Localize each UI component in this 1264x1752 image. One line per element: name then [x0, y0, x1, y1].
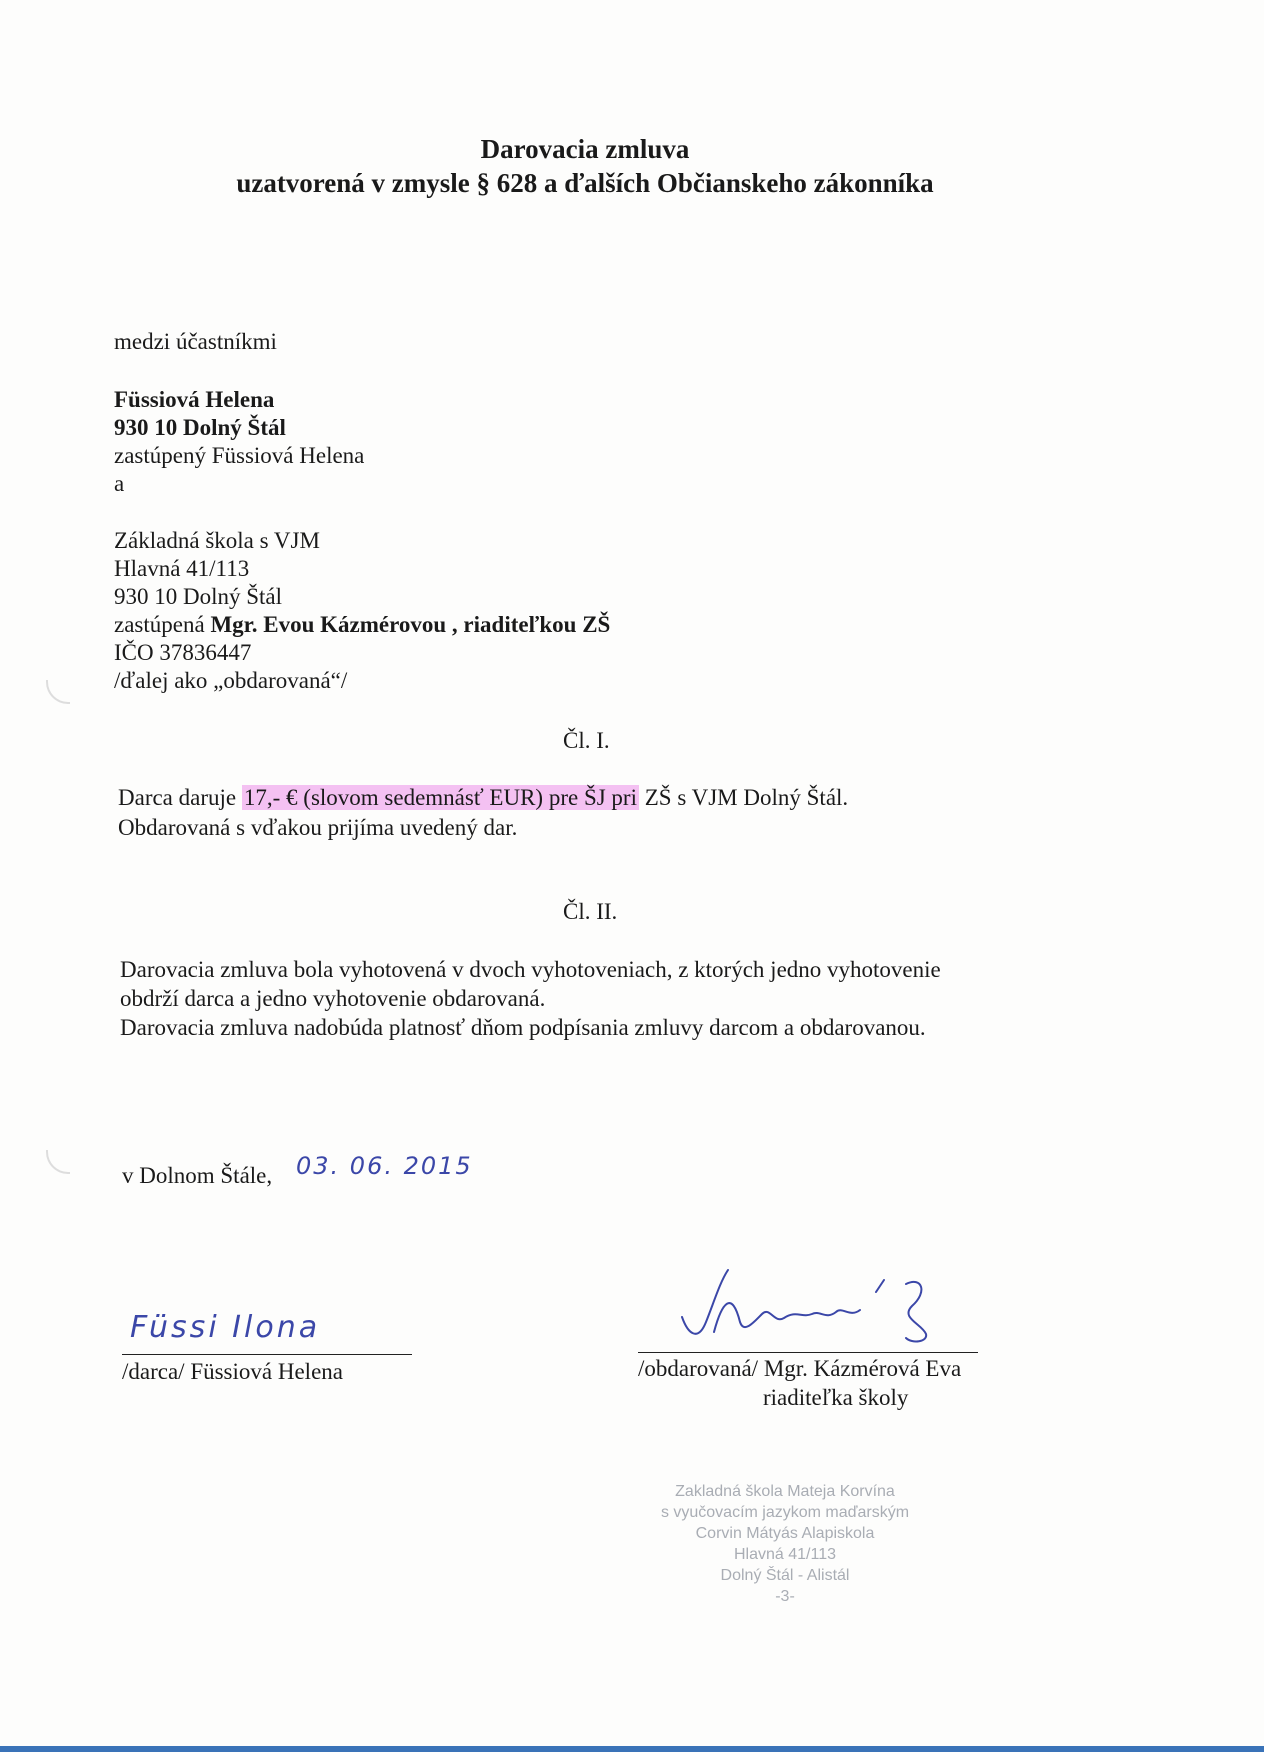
recipient-represented	[114, 611, 610, 639]
recipient-ico: IČO 37836447	[114, 640, 252, 665]
article2-heading: Čl. II.	[563, 899, 618, 924]
handwritten-date: 03. 06. 2015	[296, 1152, 473, 1180]
document-subtitle: uzatvorená v zmysle § 628 a ďalších Občianskeho zákonníka	[236, 168, 934, 198]
recipient-signature	[670, 1262, 970, 1352]
highlighted-amount: 17,- € (slovom sedemnásť EUR) pre ŠJ pri	[243, 785, 637, 810]
stamp-line: Corvin Mátyás Alapiskola	[695, 1525, 875, 1542]
recipient-alias: /ďalej ako „obdarovaná“/	[114, 668, 348, 693]
article1-line1	[118, 784, 848, 812]
place-label: v Dolnom Štále,	[122, 1163, 273, 1188]
and-conjunction: a	[114, 471, 125, 496]
donor-signature-label: /darca/ Füssiová Helena	[122, 1359, 343, 1384]
punch-hole-mark	[46, 1150, 70, 1174]
donor-signature: Füssi Ilona	[130, 1310, 321, 1345]
document-title: Darovacia zmluva	[480, 134, 690, 164]
scan-edge-bar	[0, 1746, 1264, 1752]
stamp-line: s vyučovacím jazykom maďarským	[660, 1504, 910, 1521]
article1-post: ZŠ s VJM Dolný Štál.	[644, 785, 849, 810]
stamp-line: Dolný Štál - Alistál	[720, 1567, 850, 1584]
recipient-name: Základná škola s VJM	[114, 528, 320, 553]
article1-heading: Čl. I.	[563, 728, 610, 753]
stamp-line: Zakladná škola Mateja Korvína	[675, 1483, 895, 1500]
recipient-city: 930 10 Dolný Štál	[114, 584, 283, 609]
article2-line3: Darovacia zmluva nadobúda platnosť dňom podpísania zmluvy darcom a obdarovanou.	[120, 1015, 926, 1040]
article2-line1: Darovacia zmluva bola vyhotovená v dvoch vyhotoveniach, z ktorých jedno vyhotovenie	[120, 957, 941, 982]
article1-line2: Obdarovaná s vďakou prijíma uvedený dar.	[118, 815, 518, 840]
recipient-street: Hlavná 41/113	[114, 556, 250, 581]
recipient-role: riaditeľka školy	[763, 1385, 909, 1410]
recipient-signature-line	[638, 1352, 978, 1353]
stamp-line: -3-	[775, 1588, 795, 1605]
donor-represented: zastúpený Füssiová Helena	[114, 443, 365, 468]
represented-name: Mgr. Evou Kázmérovou , riaditeľkou ZŠ	[210, 612, 611, 637]
article2-line2: obdrží darca a jedno vyhotovenie obdarovaná.	[120, 986, 546, 1011]
donor-signature-line	[122, 1354, 412, 1355]
article1-pre: Darca daruje	[118, 785, 237, 810]
stamp-line: Hlavná 41/113	[734, 1546, 836, 1563]
school-stamp	[560, 1481, 1010, 1607]
donor-address: 930 10 Dolný Štál	[114, 415, 286, 440]
represented-prefix: zastúpená	[114, 612, 205, 637]
parties-intro: medzi účastníkmi	[114, 329, 277, 354]
donor-name: Füssiová Helena	[114, 387, 275, 412]
recipient-signature-label: /obdarovaná/ Mgr. Kázmérová Eva	[638, 1356, 962, 1381]
punch-hole-mark	[46, 680, 70, 704]
